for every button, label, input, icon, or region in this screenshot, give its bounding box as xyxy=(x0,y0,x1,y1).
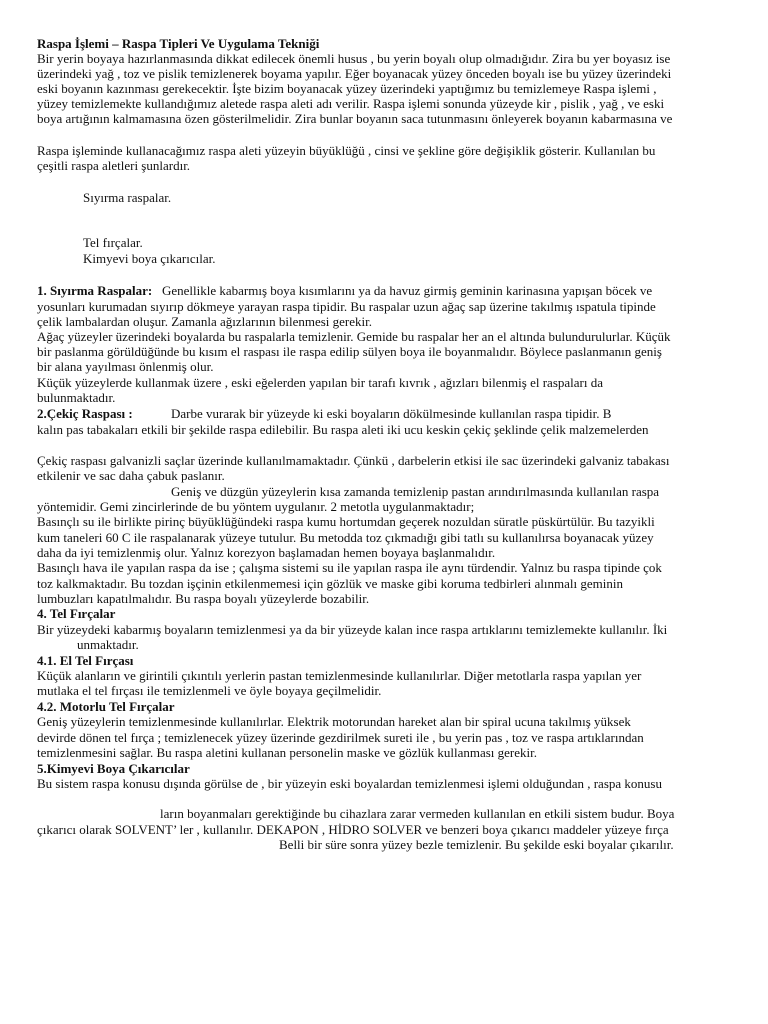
section1-line: bir paslanma görüldüğünde bu kısım el raspası ile raspa edilip sülyen boya ile boyanmalıdır. Böylece paslanmanın geniş xyxy=(37,344,662,359)
paragraph-line: Raspa işleminde kullanacağımız raspa aleti yüzeyin büyüklüğü , cinsi ve şekline göre değişiklik gösterir. Kullanılan bu xyxy=(37,143,656,158)
section1-line: Ağaç yüzeyler üzerindeki boyalarda bu raspalarla temizlenir. Gemide bu raspalar her an el altında bulundurulurlar. Küçük xyxy=(37,329,671,344)
section2-text: Darbe vurarak bir yüzeyde ki eski boyaların dökülmesinde kullanılan raspa tipidir. B xyxy=(171,406,612,421)
section3-line: daha da iyi temizlenmiş olur. Yalnız korezyon başlamadan hemen boyaya başlanmalıdır. xyxy=(37,545,496,560)
section2-line: kalın pas tabakaları etkili bir şekilde raspa edilebilir. Bu raspa aleti iki ucu keskin çekiç şeklinde çelik malzemelerden xyxy=(37,422,649,437)
section42-heading: 4.2. Motorlu Tel Fırçalar xyxy=(37,699,175,714)
list-item: Tel fırçalar. xyxy=(83,235,143,250)
intro-line: eski boyanın kazınması gerekecektir. İşte bizim boyanacak yüzey üzerindeki yaptığımız bu temizlemeye Raspa işlemi , xyxy=(37,81,657,96)
intro-line: Bir yerin boyaya hazırlanmasında dikkat edilecek önemli husus , bu yerin boyalı olup olmadığıdır. Zira bu yer boyasız ise xyxy=(37,51,671,66)
section1-heading: 1. Sıyırma Raspalar: xyxy=(37,283,153,298)
section3-line: lumbuzları kapatılmalıdır. Bu raspa boyalı yüzeylerde bozabilir. xyxy=(37,591,370,606)
section3-line: Basınçlı su ile birlikte pirinç büyüklüğündeki raspa kumu hortumdan geçerek nozuldan süratle püskürtülür. Bu tazyikli xyxy=(37,514,655,529)
section2-first-line xyxy=(37,406,133,421)
section2-line: etkilenir ve sac daha çabuk paslanır. xyxy=(37,468,225,483)
section42-line: Geniş yüzeylerin temizlenmesinde kullanılırlar. Elektrik motorundan hareket alan bir spiral ucuna takılmış yüksek xyxy=(37,714,631,729)
intro-line: üzerindeki yağ , toz ve pislik temizlenerek boyama yapılır. Eğer boyanacak yüzey önceden boyalı ise bu yüzey üzerindeki xyxy=(37,66,672,81)
section1-line: yosunları kurumadan sıyırıp dökmeye yarayan raspa tipidir. Bu raspalar uzun ağaç sap üzerine takılmış ıspatula tipinde xyxy=(37,299,656,314)
section5-line: Belli bir süre sonra yüzey bezle temizlenir. Bu şekilde eski boyalar çıkarılır. xyxy=(279,837,674,852)
document-title: Raspa İşlemi – Raspa Tipleri Ve Uygulama Tekniği xyxy=(37,36,320,51)
section4-heading: 4. Tel Fırçalar xyxy=(37,606,116,621)
paragraph-line: çeşitli raspa aletleri şunlardır. xyxy=(37,158,191,173)
section3-line: Basınçlı hava ile yapılan raspa da ise ; çalışma sistemi su ile yapılan raspa ile aynı türdendir. Yalnız bu raspa tipinde çok xyxy=(37,560,662,575)
section41-line: mutlaka el tel fırçası ile temizlenmeli ve öyle boyaya geçilmelidir. xyxy=(37,683,382,698)
section1-line: Küçük yüzeylerde kullanmak üzere , eski eğelerden yapılan bir tarafı kıvrık , ağızları bilenmiş el raspaları da xyxy=(37,375,603,390)
section1-line: bir alana yayılması önlenmiş olur. xyxy=(37,359,214,374)
section41-heading: 4.1. El Tel Fırçası xyxy=(37,653,134,668)
section1-line: çelik lambalardan oluşur. Zamanla ağızlarının bilenmesi gerekir. xyxy=(37,314,372,329)
section4-line: unmaktadır. xyxy=(77,637,139,652)
intro-line: yüzey temizlemekte kullandığımız aletede raspa aleti adı verilir. Raspa işlemi sonunda yüzeyde kir , pislik , yağ , ve eski xyxy=(37,96,665,111)
list-item: Kimyevi boya çıkarıcılar. xyxy=(83,251,216,266)
section3-line: yöntemidir. Gemi zincirlerinde de bu yöntem uygulanır. 2 metotla uygulanmaktadır; xyxy=(37,499,475,514)
section5-line: çıkarıcı olarak SOLVENT’ ler , kullanılır. DEKAPON , HİDRO SOLVER ve benzeri boya çıkarıcı maddeler yüzeye fırça xyxy=(37,822,669,837)
section1-line: bulunmaktadır. xyxy=(37,390,116,405)
list-item: Sıyırma raspalar. xyxy=(83,190,172,205)
section5-heading: 5.Kimyevi Boya Çıkarıcılar xyxy=(37,761,190,776)
section4-line: Bir yüzeydeki kabarmış boyaların temizlenmesi ya da bir yüzeyde kalan ince raspa artıklarını temizlemekte kullanılır. İki xyxy=(37,622,668,637)
section41-line: Küçük alanların ve girintili çıkıntılı yerlerin pastan temizlenmesinde kullanılırlar. Diğer metotlarla raspa yapılan yer xyxy=(37,668,642,683)
section3-first-line: Geniş ve düzgün yüzeylerin kısa zamanda temizlenip pastan arındırılmasında kullanılan raspa xyxy=(171,484,660,499)
section3-line: toz kalkmaktadır. Bu tozdan işçinin etkilenmemesi için gözlük ve maske gibi koruma tedbirleri alınmalı geminin xyxy=(37,576,623,591)
section1-first-line xyxy=(37,283,652,298)
intro-line: boya artığının kalmamasına özen gösterilmelidir. Zira bunlar boyanın saca tutunmasını önleyerek boyanın kabarmasına ve xyxy=(37,111,673,126)
section2-line: Çekiç raspası galvanizli saçlar üzerinde kullanılmamaktadır. Çünkü , darbelerin etkisi ile sac üzerindeki galvaniz tabakası xyxy=(37,453,670,468)
section5-line: ların boyanmaları gerektiğinde bu cihazlara zarar vermeden kullanılan en etkili sistem budur. Boya xyxy=(160,806,675,821)
section5-line: Bu sistem raspa konusu dışında görülse de , bir yüzeyin eski boyalardan temizlenmesi işlemi olduğundan , raspa konusu xyxy=(37,776,662,791)
section42-line: devirde dönen tel fırça ; temizlenecek yüzey üzerinde gezdirilmek sureti ile , bu yerin pas , toz ve raspa artıklarından xyxy=(37,730,644,745)
section1-text: Genellikle kabarmış boya kısımlarını ya da havuz girmiş geminin karinasına yapışan böcek ve xyxy=(161,283,653,298)
section42-line: temizlenmesini sağlar. Bu raspa aletini kullanan personelin maske ve gözlük kullanması gerekir. xyxy=(37,745,537,760)
section3-line: kum taneleri 60 C ile raspalanarak yüzeye tutulur. Bu metodda toz çıkmadığı gibi tatlı su kullanılırsa boyanacak yüzey xyxy=(37,530,654,545)
section2-heading: 2.Çekiç Raspası : xyxy=(37,406,133,421)
